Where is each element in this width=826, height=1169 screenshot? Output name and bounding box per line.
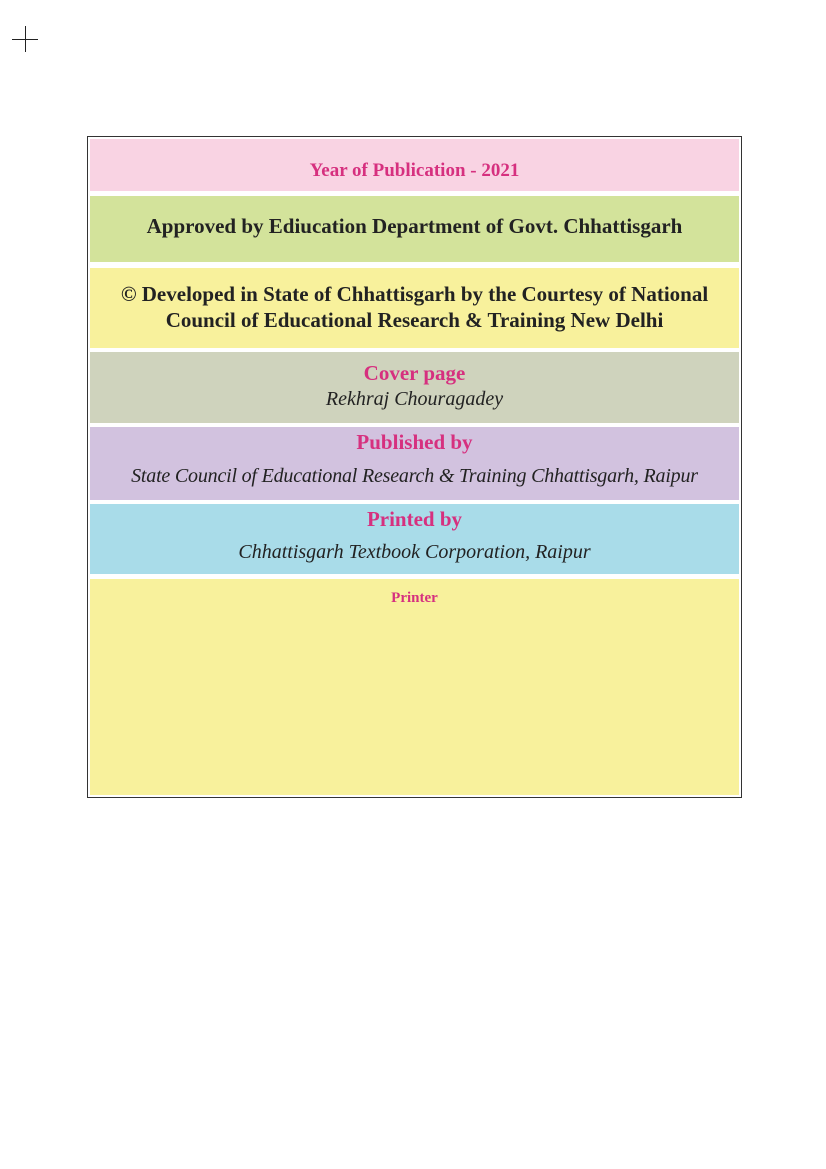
copyright-line-2: Council of Educational Research & Training New Delhi <box>165 308 664 332</box>
printer-heading: Printer <box>391 590 438 606</box>
printer-corporation: Chhattisgarh Textbook Corporation, Raipur <box>238 541 591 563</box>
publication-year-block <box>90 139 739 191</box>
copyright-block <box>90 268 739 348</box>
imprint-box <box>87 136 742 798</box>
printed-by-heading: Printed by <box>366 507 463 531</box>
published-by-block <box>90 427 739 500</box>
copyright-line-1: © Developed in State of Chhattisgarh by the Courtesy of National <box>120 282 709 306</box>
crop-mark-vertical <box>25 26 26 52</box>
published-by-heading: Published by <box>356 430 473 454</box>
printed-by-block <box>90 504 739 574</box>
approval-block <box>90 196 739 262</box>
cover-page-artist: Rekhraj Chouragadey <box>325 388 504 410</box>
cover-page-heading: Cover page <box>363 361 466 385</box>
approval-text: Approved by Ediucation Department of Govt. Chhattisgarh <box>146 214 683 238</box>
printer-block <box>90 579 739 795</box>
publication-year: Year of Publication - 2021 <box>309 160 520 181</box>
cover-page-block <box>90 352 739 423</box>
publisher-name: State Council of Educational Research & Training Chhattisgarh, Raipur <box>131 465 698 487</box>
